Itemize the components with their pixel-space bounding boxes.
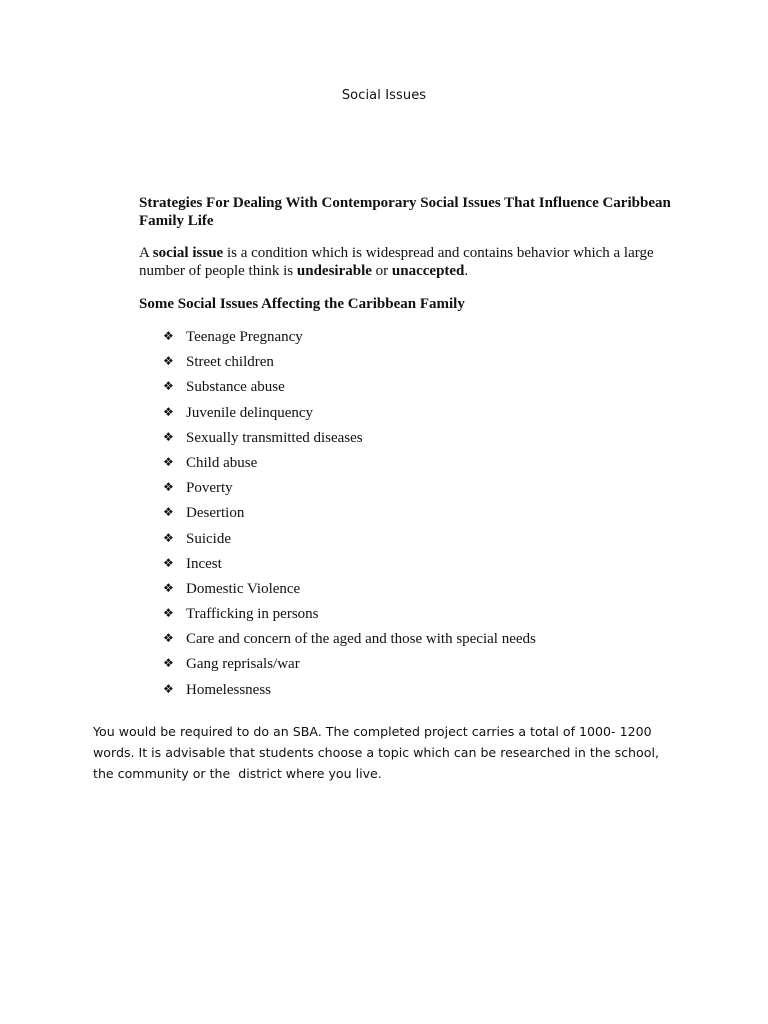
- list-item-label: Juvenile delinquency: [186, 404, 314, 421]
- diamond-bullet-icon: ❖: [163, 606, 174, 621]
- list-item: [163, 579, 536, 604]
- diamond-bullet-icon: ❖: [163, 404, 174, 419]
- definition-word-unaccepted: unaccepted: [391, 263, 465, 279]
- definition-term: social issue: [152, 245, 224, 261]
- list-item: [163, 403, 536, 428]
- diamond-bullet-icon: ❖: [163, 480, 174, 495]
- list-item-label: Domestic Violence: [186, 580, 301, 597]
- list-item-label: Teenage Pregnancy: [186, 329, 303, 345]
- list-item: [163, 554, 536, 579]
- definition-conjunction: or: [371, 263, 392, 279]
- list-item: [163, 529, 536, 554]
- list-item-label: Poverty: [186, 480, 233, 497]
- definition-prefix: A: [139, 245, 153, 261]
- list-item-label: Suicide: [186, 530, 231, 547]
- list-item-label: Substance abuse: [186, 379, 285, 396]
- list-item: [163, 503, 536, 528]
- definition-word-undesirable: undesirable: [296, 263, 372, 279]
- list-item: [163, 680, 536, 705]
- list-item-label: Incest: [186, 555, 222, 572]
- list-item-label: Gang reprisals/war: [186, 656, 300, 673]
- diamond-bullet-icon: ❖: [163, 580, 174, 595]
- list-item: [163, 327, 536, 352]
- list-item: [163, 377, 536, 402]
- diamond-bullet-icon: ❖: [163, 656, 174, 671]
- list-item: [163, 629, 536, 654]
- list-item-label: Desertion: [186, 505, 245, 522]
- list-item-label: Care and concern of the aged and those with special needs: [186, 631, 536, 648]
- list-item: [163, 352, 536, 377]
- diamond-bullet-icon: ❖: [163, 505, 174, 520]
- issues-list: [163, 327, 536, 705]
- list-item-label: Sexually transmitted diseases: [186, 429, 363, 446]
- issues-subheading: Some Social Issues Affecting the Caribbean Family: [139, 296, 465, 312]
- diamond-bullet-icon: ❖: [163, 530, 174, 545]
- list-item: [163, 428, 536, 453]
- section-heading: Strategies For Dealing With Contemporary Social Issues That Influence Caribbean Family Life: [139, 195, 671, 229]
- list-item-label: Street children: [186, 354, 274, 371]
- list-item-label: Child abuse: [186, 454, 258, 471]
- diamond-bullet-icon: ❖: [163, 379, 174, 394]
- diamond-bullet-icon: ❖: [163, 555, 174, 570]
- list-item-label: Homelessness: [186, 681, 271, 698]
- list-item: [163, 604, 536, 629]
- list-item: [163, 478, 536, 503]
- list-item: [163, 654, 536, 679]
- diamond-bullet-icon: ❖: [163, 631, 174, 646]
- list-item-label: Trafficking in persons: [186, 606, 319, 623]
- definition-paragraph: [139, 244, 699, 280]
- sba-paragraph: You would be required to do an SBA. The completed project carries a total of 1000- 1200 words. It is advisable that students choose a topic which can be researched in the school, the community or the district where you live.: [93, 724, 663, 781]
- list-item: [163, 453, 536, 478]
- diamond-bullet-icon: ❖: [163, 429, 174, 444]
- definition-suffix: .: [464, 263, 469, 279]
- diamond-bullet-icon: ❖: [163, 681, 174, 696]
- diamond-bullet-icon: ❖: [163, 329, 174, 343]
- definition-middle: is a condition which is widespread and contains behavior which a large number of people think is: [139, 245, 654, 279]
- diamond-bullet-icon: ❖: [163, 354, 174, 369]
- diamond-bullet-icon: ❖: [163, 454, 174, 469]
- document-title: Social Issues: [341, 88, 427, 103]
